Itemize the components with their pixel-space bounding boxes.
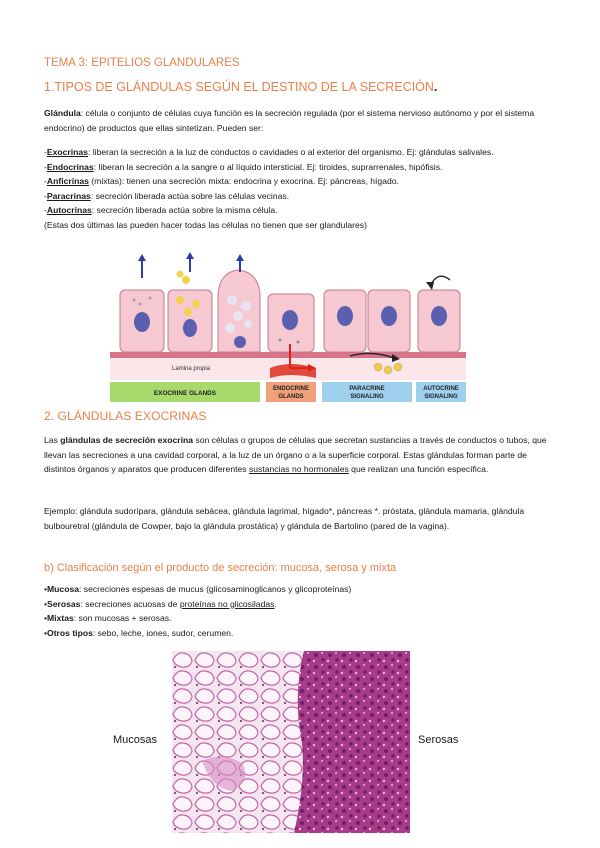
label-paracrine-line2: SIGNALING (350, 394, 384, 400)
list-item: •Otros tipos: sebo, leche, iones, sudor, cerumen. (44, 627, 234, 638)
item-text: : secreciones acuosas de (80, 598, 180, 609)
list-item: •Serosas: secreciones acuosas de proteínas no glicosiladas. (44, 598, 277, 609)
list-item: •Mucosa: secreciones espesas de mucus (glicosaminoglicanos y glicoproteínas) (44, 584, 352, 594)
text-run: Las (44, 435, 61, 445)
label-mucosas: Mucosas (113, 734, 158, 746)
term-autocrinas: Autocrinas (46, 205, 92, 216)
basement-membrane (110, 352, 466, 358)
term-mucosa: Mucosa (47, 584, 80, 594)
item-text: . (274, 598, 277, 609)
exocrine-paragraph (44, 433, 559, 477)
term-otros-tipos: Otros tipos (47, 627, 93, 638)
item-text: (mixtas): tienen una secreción mixta: endocrina y exocrina. Ej: páncreas, hígado. (88, 176, 399, 187)
label-paracrine-line1: PARACRINE (349, 386, 385, 392)
secretion-types-figure (110, 252, 466, 404)
list-item (44, 145, 559, 160)
term-mixtas: Mixtas (47, 613, 74, 624)
list-item (44, 203, 559, 218)
label-serosas: Serosas (418, 734, 459, 746)
underlined-term: sustancias no hormonales (248, 464, 349, 475)
item-text: : liberan la secreción a la luz de conductos o cavidades o al exterior del organismo. Ej: glándulas salivales. (87, 147, 494, 157)
glandula-definition (44, 106, 559, 135)
list-prefix: - (44, 161, 47, 172)
item-text: : liberan la secreción a la sangre o al líquido intersticial. Ej: tiroides, suprarrenales, hipófisis. (93, 161, 443, 172)
list-prefix: - (44, 190, 47, 201)
section1-title: 1.TIPOS DE GLÁNDULAS SEGÚN EL DESTINO DE LA SECRECIÓN (44, 80, 434, 94)
list-prefix: - (44, 176, 47, 187)
section1-title-end: . (433, 80, 438, 94)
secretion-product-list (44, 582, 559, 640)
label-autocrine-line1: AUTOCRINE (423, 386, 459, 392)
item-text: : secreción liberada actúa sobre las células vecinas. (90, 190, 290, 201)
list-item (44, 174, 559, 189)
glandula-text: : célula o conjunto de células cuya función es la secreción regulada (por el sistema nervioso autónomo y por el sistema endocrino) de productos que ellas sintetizan. Pueden ser: (44, 108, 535, 133)
item-text: : secreción liberada actúa sobre la misma célula. (91, 205, 278, 216)
label-exocrine: EXOCRINE GLANDS (153, 390, 217, 397)
term-paracrinas: Paracrinas (46, 190, 91, 201)
term-endocrinas: Endocrinas (46, 161, 94, 172)
list-prefix: - (44, 205, 47, 216)
glandula-term: Glándula (44, 108, 81, 118)
lamina-propia-label: Lamina propia (172, 366, 211, 372)
list-item (44, 160, 559, 175)
label-endocrine-line1: ENDOCRINE (272, 386, 310, 392)
term-serosas: Serosas (47, 598, 81, 609)
section2-title: 2. GLÁNDULAS EXOCRINAS (44, 409, 207, 423)
section-b-title: b) Clasificación según el producto de secreción: mucosa, serosa y mixta (44, 562, 397, 574)
note: (Estas dos últimas las pueden hacer todas las células no tienen que ser glandulares) (44, 219, 367, 230)
examples-paragraph: Ejemplo: glándula sudorípara, glándula sebácea, glándula lagrimal, hígado*, páncreas *. próstata, glándula mamaria, glándula bulbouretral (glándula de Cowper, bajo la glándula prostática) y glándula de Bartolino (pared de la vagina). (44, 506, 525, 531)
document-title: TEMA 3: EPITELIOS GLANDULARES (44, 57, 240, 69)
section1-heading (44, 80, 437, 94)
item-text: : sebo, leche, iones, sudor, cerumen. (92, 627, 234, 638)
autocrine-cell (418, 276, 460, 352)
list-item (44, 189, 559, 204)
underlined-term: proteínas no glicosiladas (179, 598, 275, 609)
gland-type-list (44, 145, 559, 233)
mucous-tissue (172, 651, 304, 833)
item-text: : secreciones espesas de mucus (glicosaminoglicanos y glicoproteínas) (79, 584, 352, 594)
label-autocrine-line2: SIGNALING (424, 394, 458, 400)
text-run: que realizan una función específica. (348, 464, 489, 475)
term-anficrinas: Anficrinas (46, 176, 89, 187)
exocrine-term: glándulas de secreción exocrina (60, 435, 194, 445)
item-text: : son mucosas + serosas. (73, 613, 172, 624)
list-item: •Mixtas: son mucosas + serosas. (44, 613, 172, 624)
label-endocrine-line2: GLANDS (278, 394, 304, 400)
exocrine-cells (120, 252, 260, 352)
list-prefix: - (44, 147, 47, 157)
term-exocrinas: Exocrinas (46, 147, 88, 157)
text-run: son células o grupos de células que secretan sustancias a través de conductos o tubos, que llevan las secreciones a una cavidad corporal, a la luz de un órgano o a la superficie corporal. Estas glándulas forman parte de distintos órganos y aparatos que producen diferentes (44, 435, 547, 475)
histology-micrograph (172, 651, 410, 833)
